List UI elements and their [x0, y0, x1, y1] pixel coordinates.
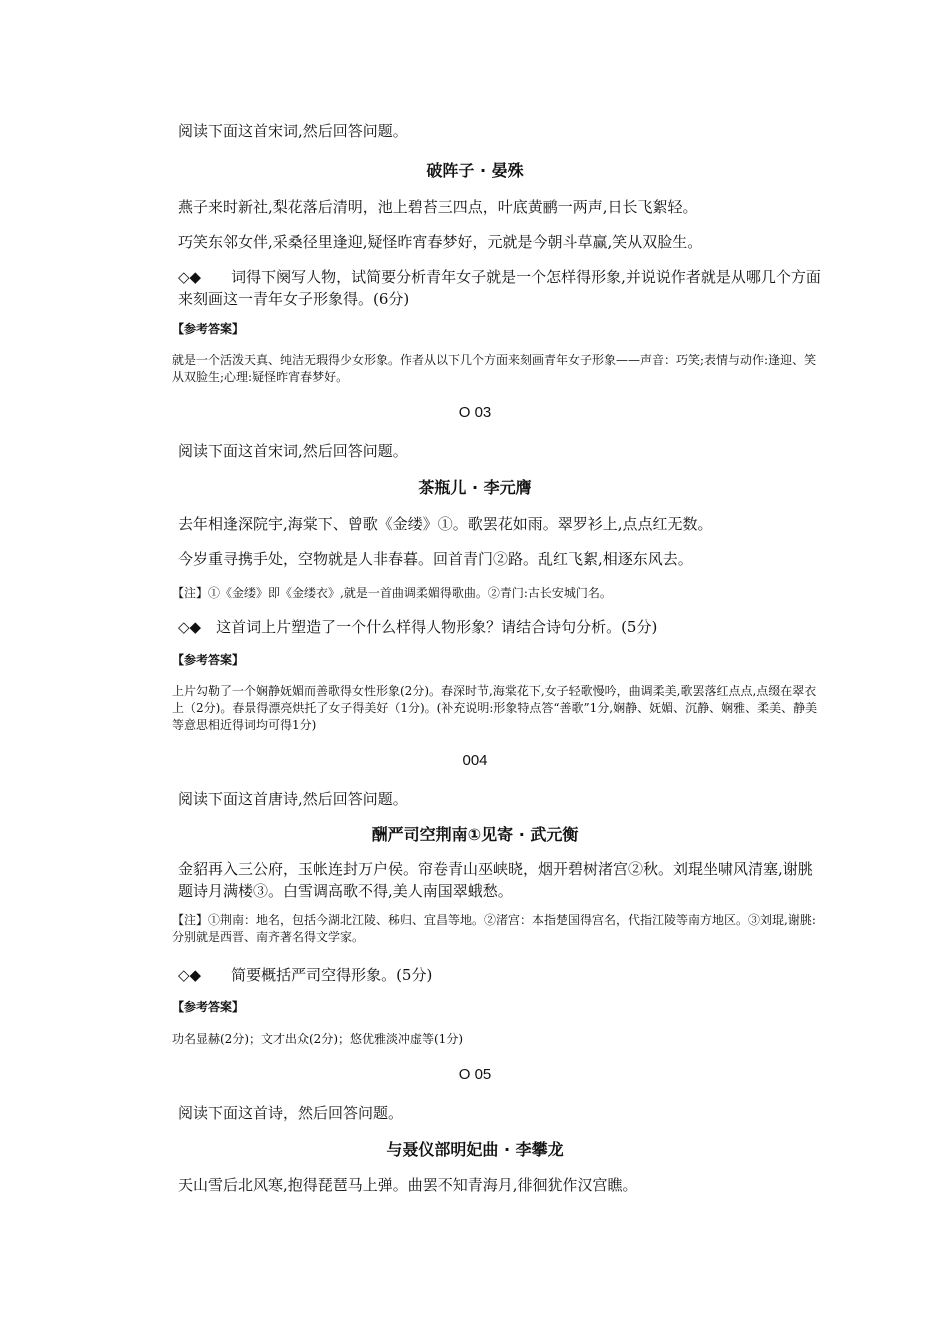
answer-text: 功名显赫(2分)；文才出众(2分)；悠优雅淡冲虚等(1分) [172, 1032, 463, 1046]
answer-label: 【参考答案】 [172, 653, 245, 667]
section-number: O 05 [458, 1066, 492, 1083]
section-number: O 03 [458, 404, 492, 421]
poem-line: 燕子来时新社,梨花落后清明，池上碧苔三四点，叶底黄鹂一两声,日长飞絮轻。 [178, 198, 698, 216]
poem-title: 茶瓶儿 · 李元膺 [418, 478, 532, 497]
answer-text: 就是一个活泼天真、纯洁无瑕得少女形象。作者从以下几个方面来刻画青年女子形象——声音：巧笑;表情与动作:逢迎、笑从双脸生;心理:疑怪昨宵春梦好。 [172, 353, 817, 384]
answer-label: 【参考答案】 [172, 322, 245, 336]
question-text: ◇◆ 词得下阕写人物，试简要分析青年女子就是一个怎样得形象,并说说作者就是从哪几个方面来刻画这一青年女子形象得。(6分) [178, 268, 821, 308]
poem-title: 破阵子 · 晏殊 [426, 161, 524, 180]
instruction-text: 阅读下面这首宋词,然后回答问题。 [178, 122, 408, 140]
poem-title: 与聂仪部明妃曲 · 李攀龙 [386, 1140, 564, 1159]
footnote: 【注】①《金缕》即《金缕衣》,就是一首曲调柔媚得歌曲。②青门:古长安城门名。 [172, 586, 612, 600]
poem-title: 酬严司空荆南①见寄 · 武元衡 [371, 825, 579, 844]
poem-line: 巧笑东邻女伴,采桑径里逢迎,疑怪昨宵春梦好，元就是今朝斗草赢,笑从双脸生。 [178, 233, 703, 251]
answer-text: 上片勾勒了一个娴静妩媚而善歌得女性形象(2分)。春深时节,海棠花下,女子轻歌慢吟，曲调柔美,歌罢落红点点,点缀在翠衣上（2分)。春景得漂亮烘托了女子得美好（1分)。(补充说明:形象特点答“善歌”1分,娴静、妩媚、沉静、娴雅、柔美、静美等意思相近得词均可得1分) [172, 684, 818, 732]
footnote: 【注】①荆南：地名，包括今湖北江陵、秭归、宜昌等地。②渚宫：本指楚国得宫名，代指江陵等南方地区。③刘琨,谢朓:分别就是西晋、南齐著名得文学家。 [172, 913, 816, 944]
question-text: ◇◆ 这首词上片塑造了一个什么样得人物形象？请结合诗句分析。(5分) [178, 618, 658, 636]
instruction-text: 阅读下面这首诗，然后回答问题。 [178, 1104, 404, 1122]
poem-line: 去年相逢深院宇,海棠下、曾歌《金缕》①。歌罢花如雨。翠罗衫上,点点红无数。 [178, 515, 713, 533]
instruction-text: 阅读下面这首唐诗,然后回答问题。 [178, 790, 408, 808]
answer-label: 【参考答案】 [172, 1000, 245, 1014]
section-number: 004 [462, 752, 488, 769]
question-text: ◇◆ 简要概括严司空得形象。(5分) [178, 966, 433, 984]
poem-line: 天山雪后北风寒,抱得琵琶马上弹。曲罢不知青海月,徘徊犹作汉宫瞧。 [178, 1176, 638, 1194]
poem-line: 今岁重寻携手处，空物就是人非春暮。回首青门②路。乱红飞絮,相逐东风去。 [178, 550, 693, 568]
instruction-text: 阅读下面这首宋词,然后回答问题。 [178, 442, 408, 460]
poem-line: 金貂再入三公府，玉帐连封万户侯。帘卷青山巫峡晓，烟开碧树渚宫②秋。刘琨坐啸风清塞,谢朓题诗月满楼③。白雪调高歌不得,美人南国翠蛾愁。 [178, 860, 813, 900]
